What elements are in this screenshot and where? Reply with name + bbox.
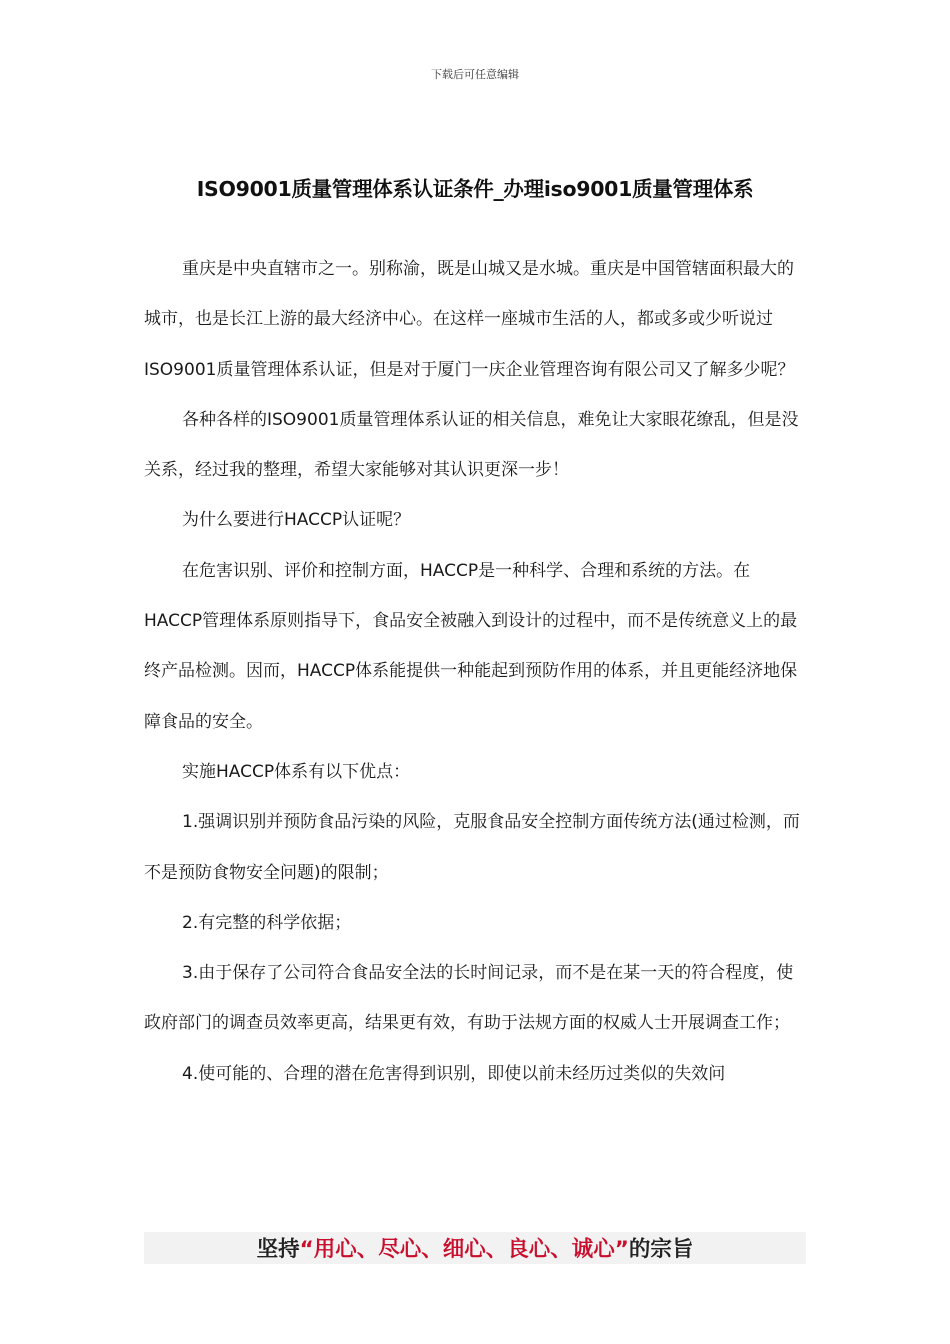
paragraph: 3.由于保存了公司符合食品安全法的长时间记录，而不是在某一天的符合程度，使政府部门的调查员效率更高，结果更有效，有助于法规方面的权威人士开展调查工作； xyxy=(144,963,794,1034)
footer-slogan xyxy=(144,1232,806,1264)
document-title: ISO9001质量管理体系认证条件_办理iso9001质量管理体系 xyxy=(196,177,754,201)
slogan-suffix: 的宗旨 xyxy=(628,1237,694,1262)
paragraph: 重庆是中央直辖市之一。别称渝，既是山城又是水城。重庆是中国管辖面积最大的城市，也是长江上游的最大经济中心。在这样一座城市生活的人，都或多或少听说过ISO9001质量管理体系认证，但是对于厦门一庆企业管理咨询有限公司又了解多少呢？ xyxy=(144,259,795,380)
paragraph: 在危害识别、评价和控制方面，HACCP是一种科学、合理和系统的方法。在HACCP管理体系原则指导下，食品安全被融入到设计的过程中，而不是传统意义上的最终产品检测。因而，HACCP体系能提供一种能起到预防作用的体系，并且更能经济地保障食品的安全。 xyxy=(144,560,798,732)
header-note: 下载后可任意编辑 xyxy=(431,68,519,81)
paragraph: 为什么要进行HACCP认证呢？ xyxy=(182,510,411,531)
paragraph: 1.强调识别并预防食品污染的风险，克服食品安全控制方面传统方法(通过检测，而不是预防食物安全问题)的限制； xyxy=(144,812,800,883)
paragraph: 实施HACCP体系有以下优点： xyxy=(182,761,411,782)
document-body xyxy=(144,244,808,1099)
paragraph: 4.使可能的、合理的潜在危害得到识别，即使以前未经历过类似的失效问 xyxy=(182,1063,726,1084)
paragraph: 2.有完整的科学依据； xyxy=(182,912,352,933)
slogan-prefix: 坚持 xyxy=(256,1237,300,1262)
slogan-accent: “用心、尽心、细心、良心、诚心” xyxy=(299,1237,629,1262)
paragraph: 各种各样的ISO9001质量管理体系认证的相关信息，难免让大家眼花缭乱，但是没关系，经过我的整理，希望大家能够对其认识更深一步！ xyxy=(144,409,799,481)
